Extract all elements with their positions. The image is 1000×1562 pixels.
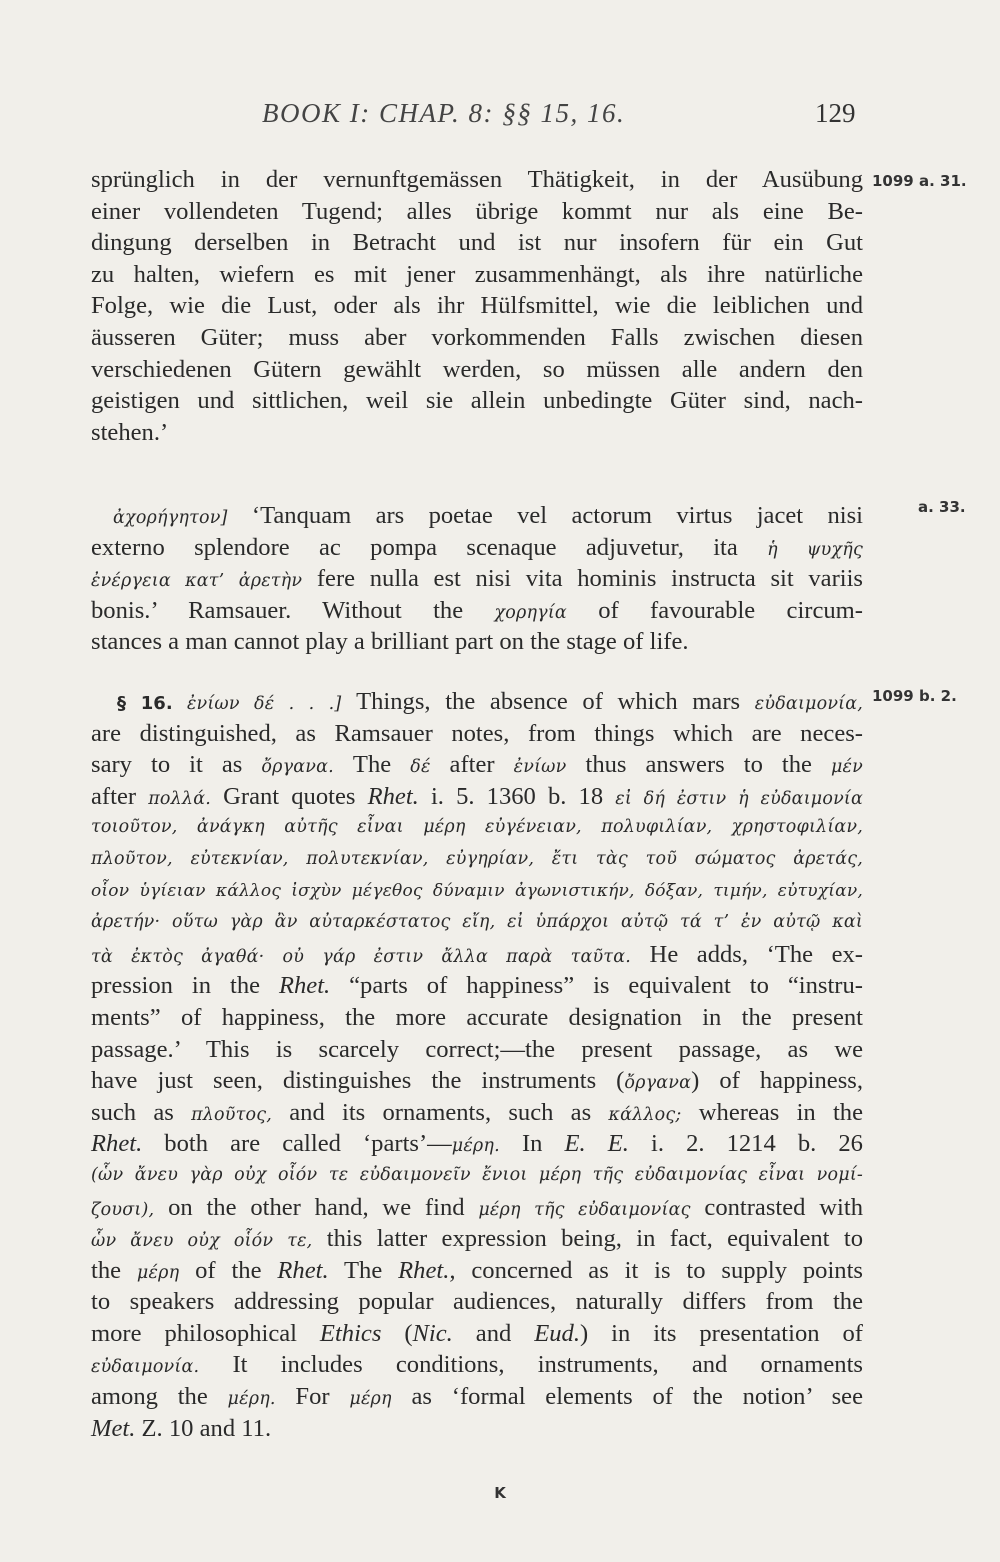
greek-text: εἰ δή ἐστιν ἡ εὐδαιμονία: [615, 788, 863, 809]
text-line: [91, 1065, 863, 1097]
text-line: einer vollendeten Tugend; alles übrige kommt nur als eine Be-: [91, 197, 863, 225]
greek-text: ὄργανα: [624, 1073, 692, 1094]
text-line: [91, 1413, 863, 1445]
greek-text: μέρη: [349, 1389, 392, 1410]
greek-text: πλοῦτος,: [191, 1104, 273, 1125]
body-text: contrasted with: [690, 1193, 864, 1221]
italic-ref: E. E.: [564, 1130, 629, 1158]
body-text: the: [91, 1256, 137, 1284]
body-text: (: [381, 1319, 413, 1347]
body-text: In: [499, 1130, 565, 1158]
text-line: [91, 563, 863, 595]
body-text: pression in the: [91, 972, 279, 1000]
italic-ref: Met.: [91, 1414, 136, 1442]
page-header: [0, 98, 1000, 134]
body-text: The: [333, 751, 411, 779]
body-text: and: [452, 1319, 535, 1347]
greek-text: μέρη τῆς εὐδαιμονίας: [478, 1199, 691, 1220]
greek-line: ἀρετήν· οὕτω γὰρ ἂν αὐταρκέστατος εἴη, εἰ ὑπάρχοι αὐτῷ τά τ’ ἐν αὐτῷ καὶ: [91, 912, 863, 933]
body-text: sary to it as: [91, 751, 262, 779]
text-line: stances a man cannot play a brilliant part on the stage of life.: [91, 628, 689, 656]
page-number: 129: [815, 98, 856, 128]
text-line: geistigen und sittlichen, weil sie allein unbedingte Güter sind, nach-: [91, 387, 863, 415]
italic-ref: Rhet.,: [398, 1256, 456, 1284]
body-text: It includes conditions, instruments, and ornaments: [199, 1351, 863, 1379]
latin-text: externo splendore ac pompa scenaque adjuvetur, ita: [91, 533, 768, 561]
italic-ref: Rhet.: [277, 1256, 329, 1284]
text-line: verschiedenen Gütern gewählt werden, so müssen alle andern den: [91, 355, 863, 383]
text-line: passage.’ This is scarcely correct;—the present passage, as we: [91, 1035, 863, 1063]
text-line: ments” of happiness, the more accurate designation in the present: [91, 1003, 863, 1031]
body-text: He adds, ‘The ex-: [630, 940, 863, 968]
italic-ref: Rhet.: [91, 1130, 143, 1158]
text-line: [91, 532, 863, 564]
text-line: [91, 1097, 863, 1129]
text-line: [91, 500, 863, 532]
text-line: zu halten, wiefern es mit jener zusammenhängt, als ihre natürliche: [91, 260, 863, 288]
latin-text: fere nulla est nisi vita hominis instructa sit variis: [302, 565, 864, 593]
text-line: [91, 1192, 863, 1224]
body-text: after: [91, 782, 149, 810]
margin-ref-2: a. 33.: [918, 498, 966, 516]
greek-line: πλοῦτον, εὐτεκνίαν, πολυτεκνίαν, εὐγηρίαν, ἔτι τὰς τοῦ σώματος ἀρετάς,: [91, 848, 863, 869]
running-head: BOOK I: CHAP. 8: §§ 15, 16.: [262, 98, 626, 128]
body-text: among the: [91, 1383, 228, 1411]
body-text: of the: [179, 1256, 278, 1284]
greek-line: (ὧν ἄνευ γὰρ οὐχ οἷόν τε εὐδαιμονεῖν ἔνιοι μέρη τῆς εὐδαιμονίας εἶναι νομί-: [91, 1164, 863, 1185]
body-text: ) in its presentation of: [580, 1319, 863, 1347]
text-line: äusseren Güter; muss aber vorkommenden Falls zwischen diesen: [91, 323, 863, 351]
body-text: bonis.’ Ramsauer. Without the: [91, 596, 495, 624]
greek-lemma: ἐνίων δέ . . .]: [172, 694, 342, 714]
body-text: whereas in the: [681, 1098, 863, 1126]
greek-text: μέρη: [136, 1262, 180, 1283]
body-text: of favourable circum-: [566, 596, 864, 624]
text-line: [91, 686, 863, 718]
body-text: as ‘formal elements of the notion’ see: [391, 1383, 863, 1411]
paragraph-achoregeton: [91, 500, 863, 658]
text-line: to speakers addressing popular audiences, naturally differs from the: [91, 1288, 863, 1316]
body-text: Z. 10 and 11.: [135, 1414, 272, 1442]
text-line: [91, 1223, 863, 1255]
body-text: on the other hand, we find: [154, 1193, 479, 1221]
body-text: For: [275, 1383, 350, 1411]
greek-text: εὐδαιμονία,: [754, 694, 863, 714]
text-line: [91, 1381, 863, 1413]
body-text: i. 5. 1360 b. 18: [418, 782, 616, 810]
greek-text: δέ: [410, 757, 431, 778]
text-line: [91, 1255, 863, 1287]
body-text: have just seen, distinguishes the instruments (: [91, 1067, 625, 1095]
text-line: dingung derselben in Betracht und ist nur insofern für ein Gut: [91, 229, 863, 257]
greek-text: μέρη.: [451, 1136, 500, 1157]
italic-ref: Rhet.: [278, 972, 331, 1000]
greek-text: μέρη.: [227, 1389, 276, 1410]
greek-text: ζουσι),: [91, 1199, 155, 1220]
greek-text: ὄργανα.: [261, 757, 334, 778]
body-text: both are called ‘parts’—: [142, 1130, 452, 1158]
margin-ref-3: 1099 b. 2.: [872, 687, 957, 705]
text-line: [91, 1349, 863, 1381]
greek-text: πολλά.: [148, 788, 211, 809]
greek-line: τοιοῦτον, ἀνάγκη αὐτῆς εἶναι μέρη εὐγένειαν, πολυφιλίαν, χρηστοφιλίαν,: [91, 817, 863, 838]
greek-lemma: ἀχορήγητον]: [113, 508, 228, 528]
greek-text: ἡ ψυχῆς: [767, 539, 863, 560]
body-text: more philosophical: [91, 1319, 320, 1347]
body-text: such as: [91, 1098, 192, 1126]
text-line: Folge, wie die Lust, oder als ihr Hülfsmittel, wie die leiblichen und: [91, 292, 863, 320]
body-text: ) of happiness,: [691, 1067, 863, 1095]
text-line: [91, 781, 863, 813]
greek-text: ὧν ἄνευ οὐχ οἷόν τε,: [91, 1231, 313, 1252]
text-line: [91, 749, 863, 781]
body-text: The: [328, 1256, 399, 1284]
greek-text: μέν: [830, 757, 863, 778]
body-text: after: [430, 751, 514, 779]
greek-text: ἐνίων: [513, 757, 567, 778]
body-text: Grant quotes: [211, 782, 368, 810]
italic-ref: Eud.: [534, 1319, 580, 1347]
body-text: this latter expression being, in fact, equivalent to: [312, 1225, 863, 1253]
paragraph-quotation: [91, 164, 863, 448]
body-text: Things, the absence of which mars: [341, 688, 755, 715]
text-line: stehen.’: [91, 418, 169, 446]
margin-ref-1: 1099 a. 31.: [872, 172, 967, 190]
text-line: [91, 970, 863, 1002]
text-line: [91, 939, 863, 971]
greek-line: οἷον ὑγίειαν κάλλος ἰσχὺν μέγεθος δύναμιν ἀγωνιστικήν, δόξαν, τιμήν, εὐτυχίαν,: [91, 880, 863, 901]
paragraph-section-16: [91, 686, 863, 1444]
italic-ref: Ethics: [319, 1319, 382, 1347]
signature-mark: K: [494, 1484, 506, 1502]
greek-text: χορηγία: [494, 602, 567, 623]
italic-ref: Rhet.: [367, 782, 419, 810]
body-text: thus answers to the: [566, 751, 831, 779]
greek-text: κάλλος;: [608, 1104, 682, 1125]
greek-text: τὰ ἐκτὸς ἀγαθά· οὐ γάρ ἐστιν ἄλλα παρὰ ταῦτα.: [91, 946, 631, 967]
text-line: [91, 1128, 863, 1160]
text-line: are distinguished, as Ramsauer notes, from things which are neces-: [91, 719, 863, 747]
greek-text: εὐδαιμονία.: [91, 1357, 200, 1378]
italic-ref: Nic.: [412, 1319, 453, 1347]
greek-text: ἐνέργεια κατ’ ἀρετὴν: [91, 571, 303, 592]
body-text: “parts of happiness” is equivalent to “instru-: [330, 972, 863, 1000]
text-line: [91, 1318, 863, 1350]
body-text: and its ornaments, such as: [272, 1098, 609, 1126]
latin-text: ‘Tanquam ars poetae vel actorum virtus jacet nisi: [227, 502, 863, 529]
body-text: concerned as it is to supply points: [455, 1256, 863, 1284]
text-line: [91, 595, 863, 627]
section-number: § 16.: [117, 693, 173, 714]
text-line: sprünglich in der vernunftgemässen Thätigkeit, in der Ausübung: [91, 166, 863, 193]
body-text: i. 2. 1214 b. 26: [628, 1130, 863, 1158]
